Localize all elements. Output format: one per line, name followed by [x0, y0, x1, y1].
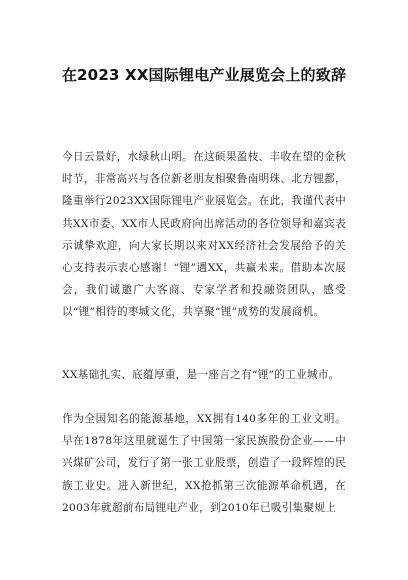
paragraph-history: 作为全国知名的能源基地，XX拥有140多年的工业文明。早在1878年这里就诞生了中国第一家民族股份企业——中兴煤矿公司，发行了第一张工业股票，创造了一段辉煌的民族工业史。进入新世纪，XX抢抓第三次能源革命机遇，在2003年就超前布局锂电产业，到2010年已吸引集聚规上: [62, 413, 346, 514]
document-title: 在2023 XX国际锂电产业展览会上的致辞: [61, 66, 347, 84]
paragraph-opening: 今日云景好，水绿秋山明。在这硕果盈枝、丰收在望的金秋时节，非常高兴与各位新老朋友相聚鲁南明珠、北方锂都，隆重举行2023XX国际锂电产业展览会。在此，我谨代表中共XX市委、XX市人民政府向出席活动的各位领导和嘉宾表示诚挚欢迎，向大家长期以来对XX经济社会发展给予的关心支持表示衷心感谢！“锂”遇XX，共赢未来。借助本次展会，我们诚邀广大客商、专家学者和投融资团队，感受以“锂”相待的枣城文化，共享聚“锂”成势的发展商机。: [62, 151, 346, 319]
paragraph-foundation: XX基础扎实、底蕴厚重，是一座言之有“锂”的工业城市。: [62, 369, 340, 381]
